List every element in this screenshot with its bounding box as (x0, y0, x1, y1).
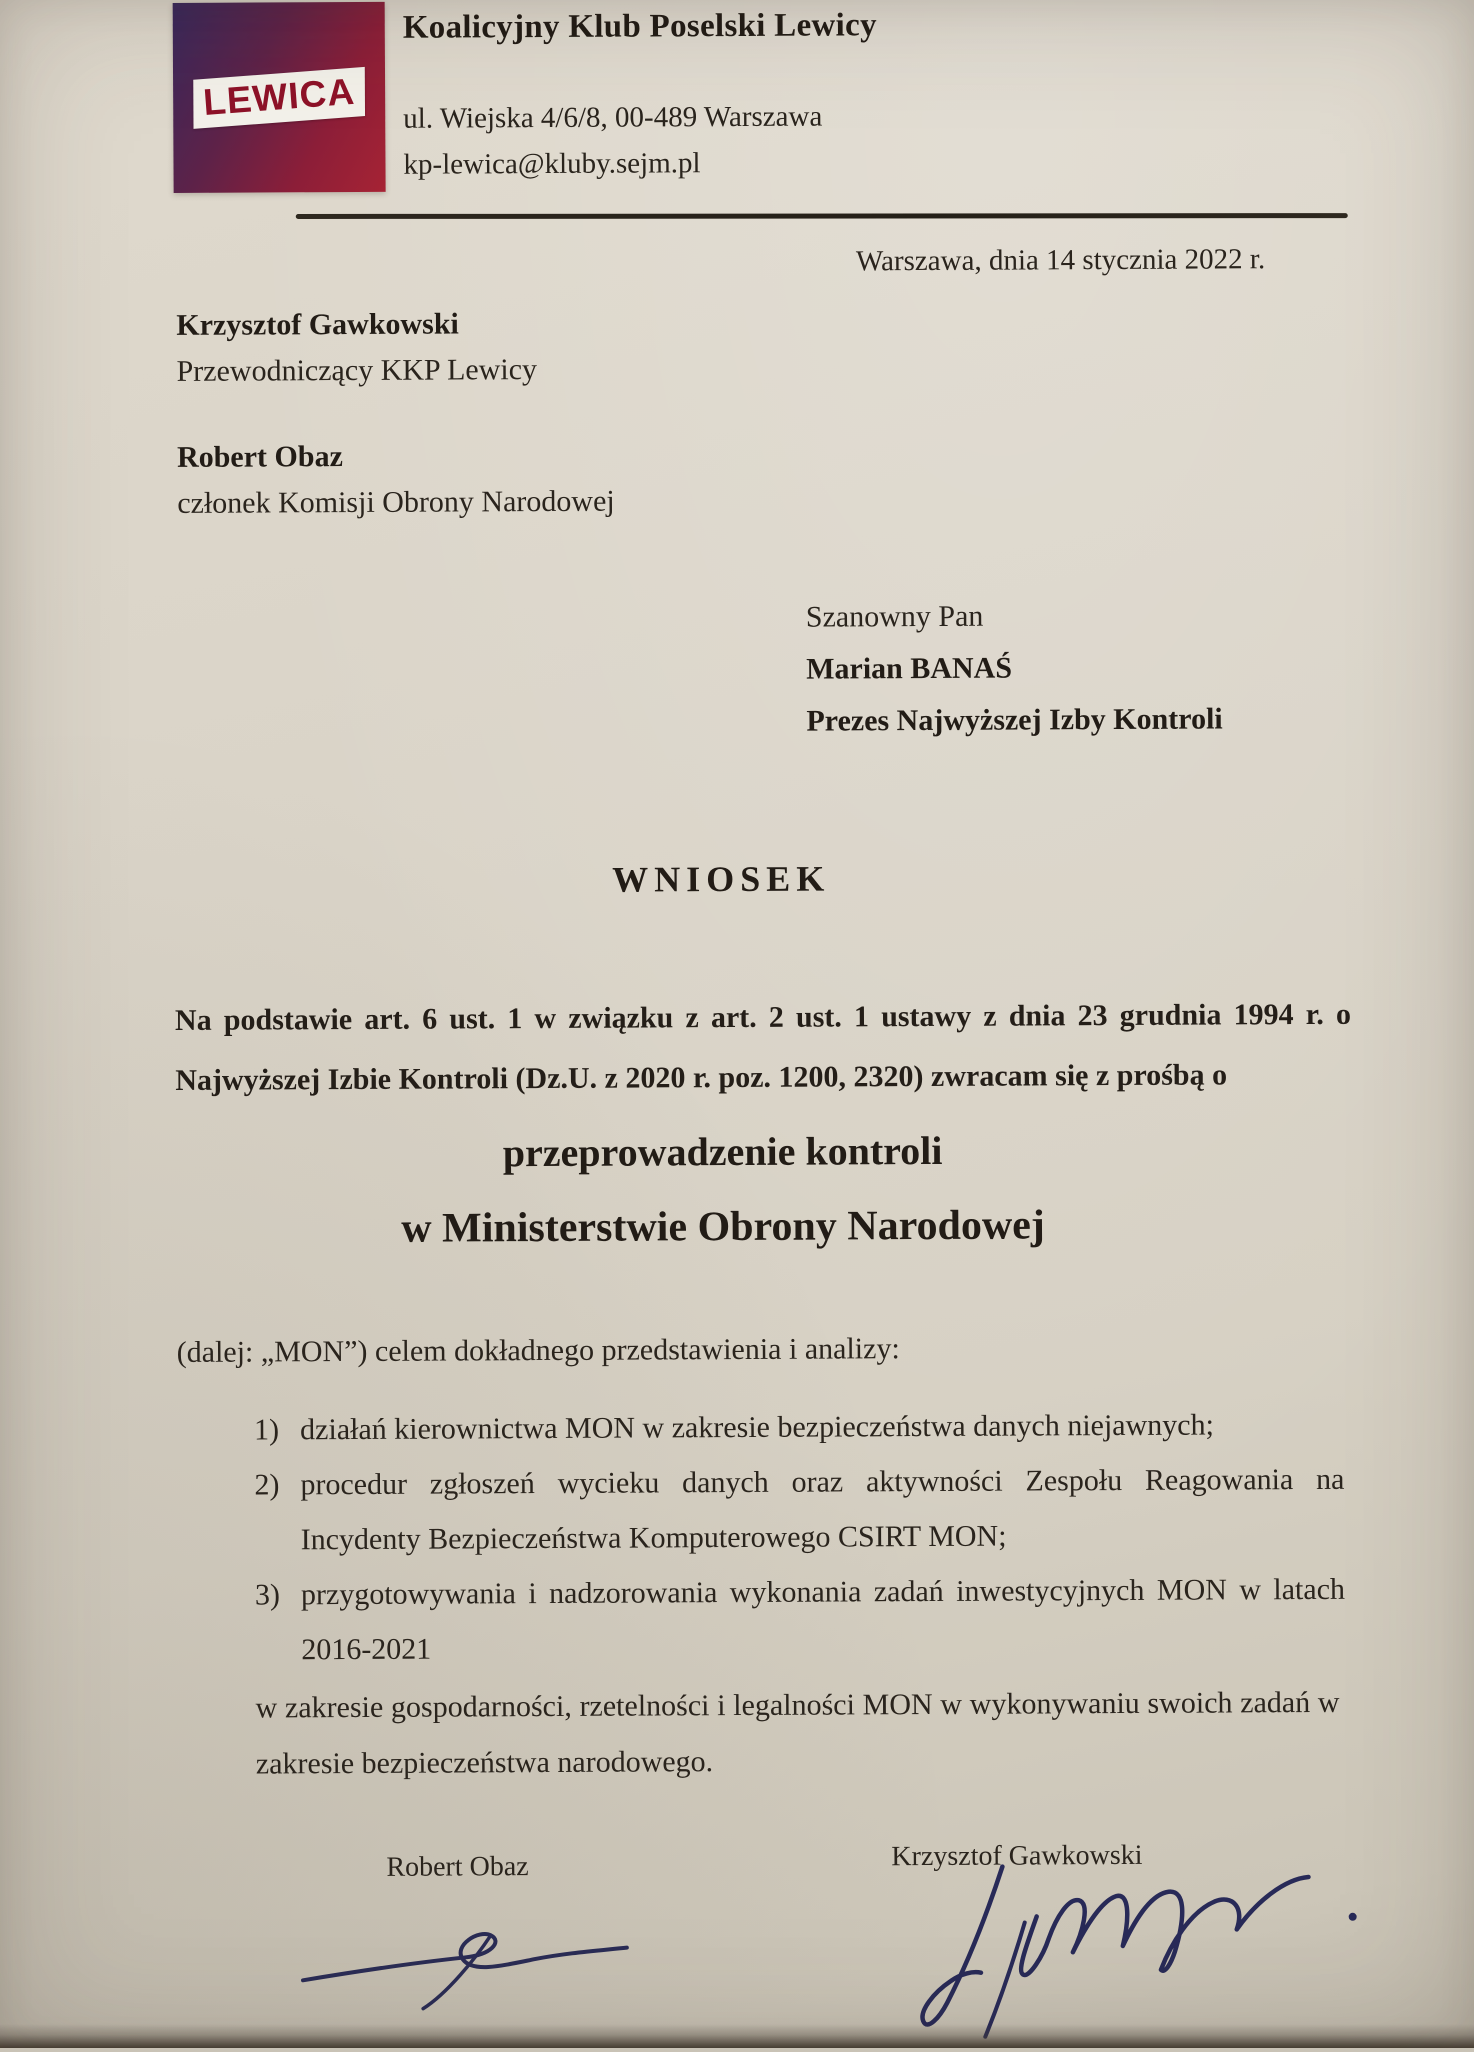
signature-krzysztof-gawkowski-ink (874, 1859, 1375, 2042)
letterhead-text-block (403, 7, 878, 181)
recipient-salutation: Szanowny Pan (805, 599, 984, 634)
sender-title: członek Komisji Obrony Narodowej (177, 484, 615, 520)
lewica-logo-banner (193, 66, 365, 128)
org-name: Koalicyjny Klub Poselski Lewicy (402, 7, 877, 46)
list-item-number: 1) (254, 1413, 280, 1447)
numbered-list (254, 1397, 1345, 1678)
intro-paragraph: Na podstawie art. 6 ust. 1 w związku z art. 2 ust. 1 ustawy z dnia 23 grudnia 1994 r. o Najwyższej Izbie Kontroli (Dz.U. z 2020 r. poz. 1200, 2320) zwracam się z prośbą o (174, 997, 1352, 1097)
org-email: kp-lewica@kluby.sejm.pl (403, 147, 701, 181)
list-item (254, 1397, 1344, 1458)
list-item-number: 2) (254, 1468, 280, 1502)
org-address: ul. Wiejska 4/6/8, 00-489 Warszawa (403, 100, 823, 135)
sender-gawkowski (176, 301, 614, 395)
sender-obaz (177, 433, 615, 527)
sender-block (176, 301, 615, 527)
recipient-title: Prezes Najwyższej Izby Kontroli (806, 702, 1223, 738)
sender-title: Przewodniczący KKP Lewicy (176, 353, 538, 388)
recipient-block (806, 589, 1223, 747)
request-heading-line2: w Ministerstwie Obrony Narodowej (401, 1202, 1045, 1252)
header-divider (296, 213, 1348, 219)
list-item-text: procedur zgłoszeń wycieku danych oraz aktywności Zespołu Reagowania na Incydenty Bezpieczeństwa Komputerowego CSIRT MON; (300, 1462, 1345, 1557)
list-item-number: 3) (254, 1578, 281, 1612)
closing-paragraph: w zakresie gospodarności, rzetelności i legalności MON w wykonywaniu swoich zadań w zakresie bezpieczeństwa narodowego. (255, 1685, 1340, 1781)
request-heading-line1: przeprowadzenie kontroli (502, 1127, 943, 1176)
lewica-logo (173, 2, 386, 193)
signature-robert-obaz-ink (295, 1901, 636, 2023)
signature-name-gawkowski: Krzysztof Gawkowski (891, 1839, 1143, 1873)
document-title: WNIOSEK (612, 858, 831, 900)
recipient-name: Marian BANAŚ (806, 651, 1013, 686)
sender-name: Krzysztof Gawkowski (176, 307, 459, 342)
list-item-text: przygotowywania i nadzorowania wykonania zadań inwestycyjnych MON w latach 2016-2021 (300, 1572, 1346, 1667)
list-item (255, 1562, 1346, 1678)
list-item-text: działań kierownictwa MON w zakresie bezpieczeństwa danych niejawnych; (300, 1408, 1214, 1447)
sender-name: Robert Obaz (176, 440, 343, 474)
scope-intro: (dalej: „MON”) celem dokładnego przedstawienia i analizy: (176, 1332, 900, 1369)
date-line: Warszawa, dnia 14 stycznia 2022 r. (855, 243, 1266, 278)
signature-name-obaz: Robert Obaz (386, 1851, 529, 1883)
lewica-logo-text: LEWICA (201, 70, 357, 123)
paper-bottom-edge (0, 2024, 1474, 2048)
list-item (254, 1452, 1345, 1568)
